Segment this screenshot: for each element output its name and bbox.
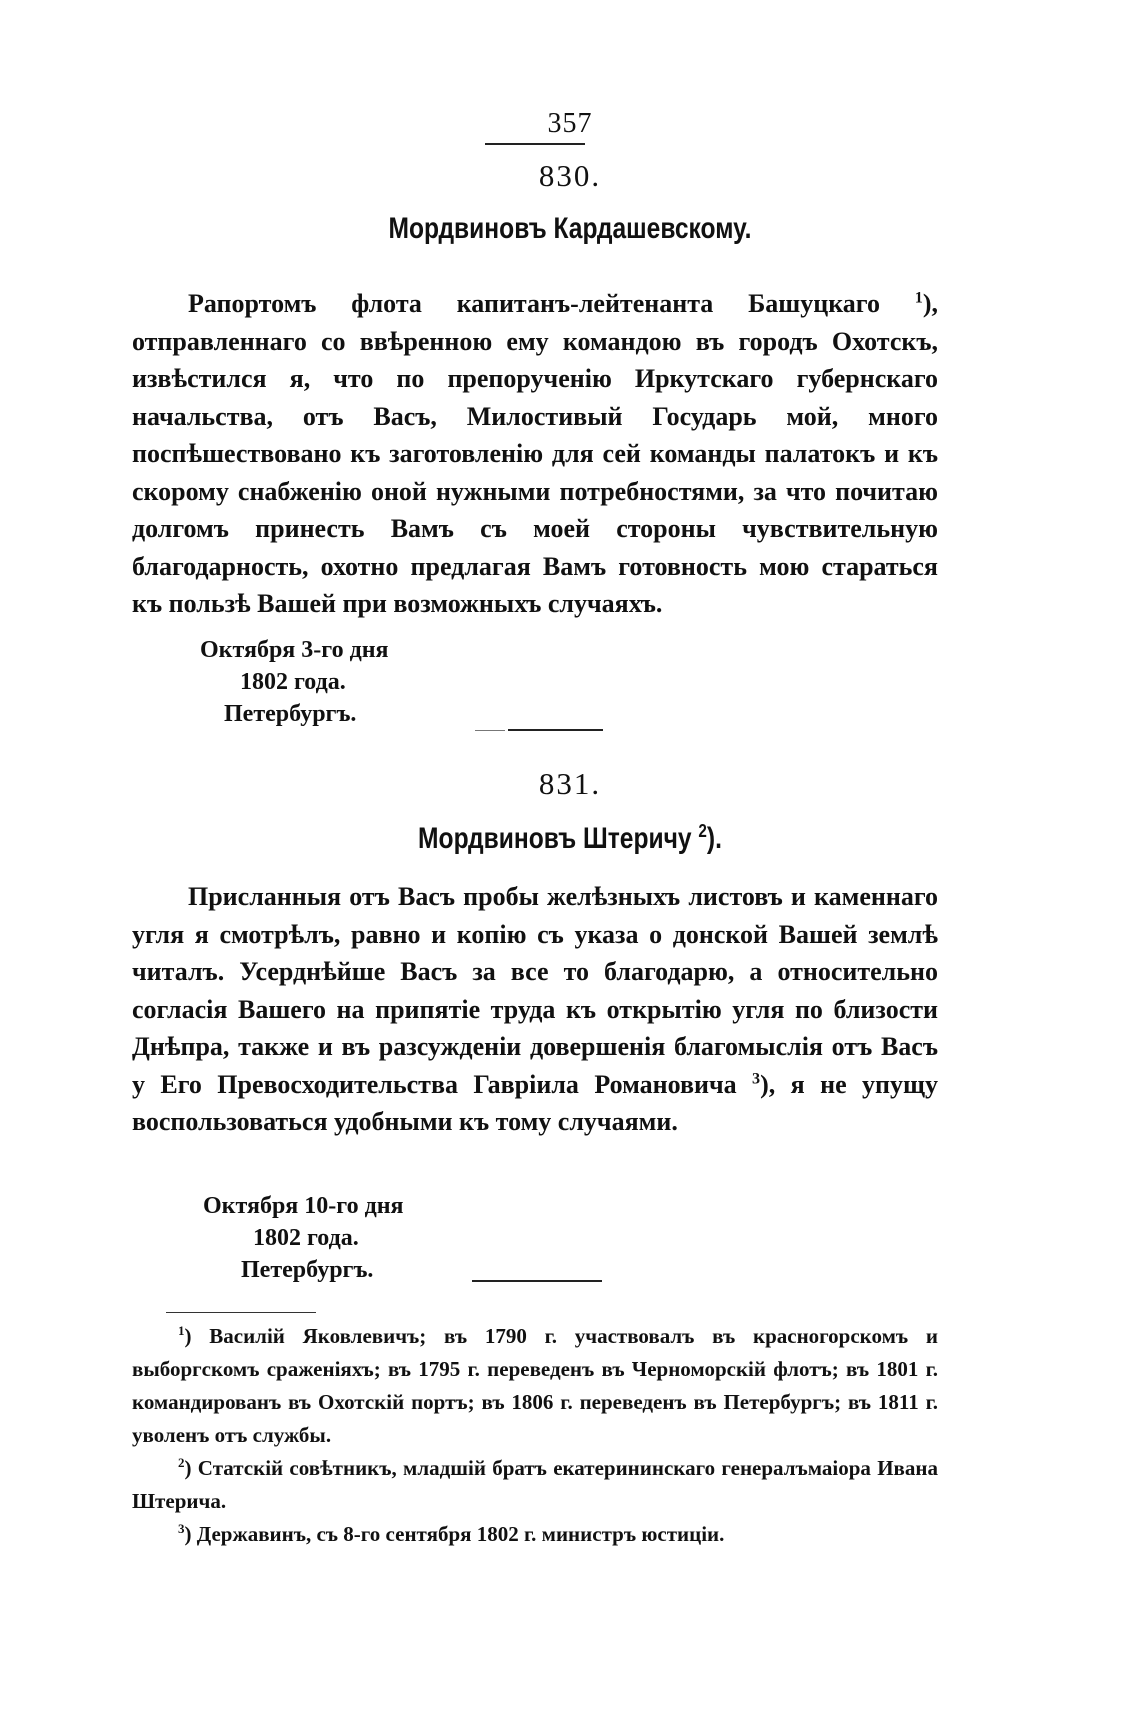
- document-number-830: 830.: [538, 158, 602, 193]
- document-title-831: [103, 822, 1038, 856]
- separator-830: [508, 729, 603, 731]
- footnote-ref-2: 2: [698, 820, 707, 841]
- document-body-830: [132, 285, 938, 623]
- signoff-830-year: 1802 года.: [240, 669, 346, 695]
- document-body-831-part2: ), я не упущу воспользоваться удобными къ тому случаями.: [132, 1069, 938, 1136]
- footnotes: [132, 1320, 938, 1551]
- separator-830-faint: [475, 730, 505, 731]
- footnote-1-marker: 1: [178, 1323, 185, 1338]
- document-body-830-part1: Рапортомъ флота капитанъ-лейтенанта Башуцкаго: [188, 289, 915, 318]
- footnote-rule: [166, 1312, 316, 1313]
- document-number-831: 831.: [538, 766, 602, 801]
- footnote-ref-3: 3: [752, 1069, 761, 1087]
- document-title-830: Мордвиновъ Кардашевскому.: [388, 212, 752, 245]
- footnote-1-bracket: ): [184, 1324, 192, 1348]
- footnote-3: [132, 1518, 938, 1551]
- signoff-830-date: Октября 3-го дня: [200, 637, 389, 663]
- signoff-831-year: 1802 года.: [253, 1225, 359, 1251]
- page-number-rule: [485, 143, 585, 145]
- footnote-2: [132, 1452, 938, 1518]
- footnote-ref-1: 1: [914, 289, 923, 307]
- footnote-1-text: Василій Яковлевичъ; въ 1790 г. участвовалъ въ красногорскомъ и выборгскомъ сраженіяхъ; въ 1795 г. переведенъ въ Черноморскій флотъ; въ 1801 г. командированъ въ Охотскій портъ; въ 1806 г. переведенъ въ Петербургъ; въ 1811 г. уволенъ отъ службы.: [132, 1324, 938, 1447]
- footnote-2-bracket: ): [184, 1456, 192, 1480]
- footnote-3-text: Державинъ, съ 8-го сентября 1802 г. министръ юстиціи.: [191, 1522, 725, 1546]
- signoff-830: [200, 634, 389, 730]
- footnote-3-marker: 3: [178, 1521, 185, 1536]
- separator-831: [472, 1280, 602, 1282]
- footnote-2-marker: 2: [178, 1455, 185, 1470]
- footnote-2-text: Статскій совѣтникъ, младшій братъ екатерининскаго генералъмаіора Ивана Штерича.: [132, 1456, 938, 1513]
- document-title-831-text: Мордвиновъ Штеричу: [418, 822, 699, 855]
- signoff-831: [203, 1190, 404, 1286]
- page-number: 357: [547, 108, 593, 139]
- signoff-830-place: Петербургъ.: [224, 701, 357, 727]
- signoff-831-date: Октября 10-го дня: [203, 1193, 404, 1219]
- footnote-3-bracket: ): [184, 1522, 192, 1546]
- document-body-831: [132, 878, 938, 1141]
- signoff-831-place: Петербургъ.: [241, 1257, 374, 1283]
- footnote-1: [132, 1320, 938, 1452]
- document-body-830-part2: ), отправленнаго со ввѣренною ему командою въ городъ Охотскъ, извѣстился я, что по препорученію Иркутскаго губернскаго начальства, отъ Васъ, Милостивый Государь мой, много поспѣшествовано къ заготовленію для сей команды палатокъ и къ скорому снабженію оной нужными потребностями, за что почитаю долгомъ принесть Вамъ съ моей стороны чувствительную благодарность, охотно предлагая Вамъ готовность мою стараться къ пользѣ Вашей при возможныхъ случаяхъ.: [132, 289, 938, 618]
- document-title-831-close: ).: [706, 822, 722, 855]
- document-body-831-part1: Присланныя отъ Васъ пробы желѣзныхъ листовъ и каменнаго угля я смотрѣлъ, равно и копію съ указа о донской Вашей землѣ читалъ. Усерднѣйше Васъ за все то благодарю, а относительно согласія Вашего на припятіе труда къ открытію угля по близости Днѣпра, также и въ разсужденіи довершенія благомыслія отъ Васъ у Его Превосходительства Гавріила Романовича: [132, 882, 938, 1099]
